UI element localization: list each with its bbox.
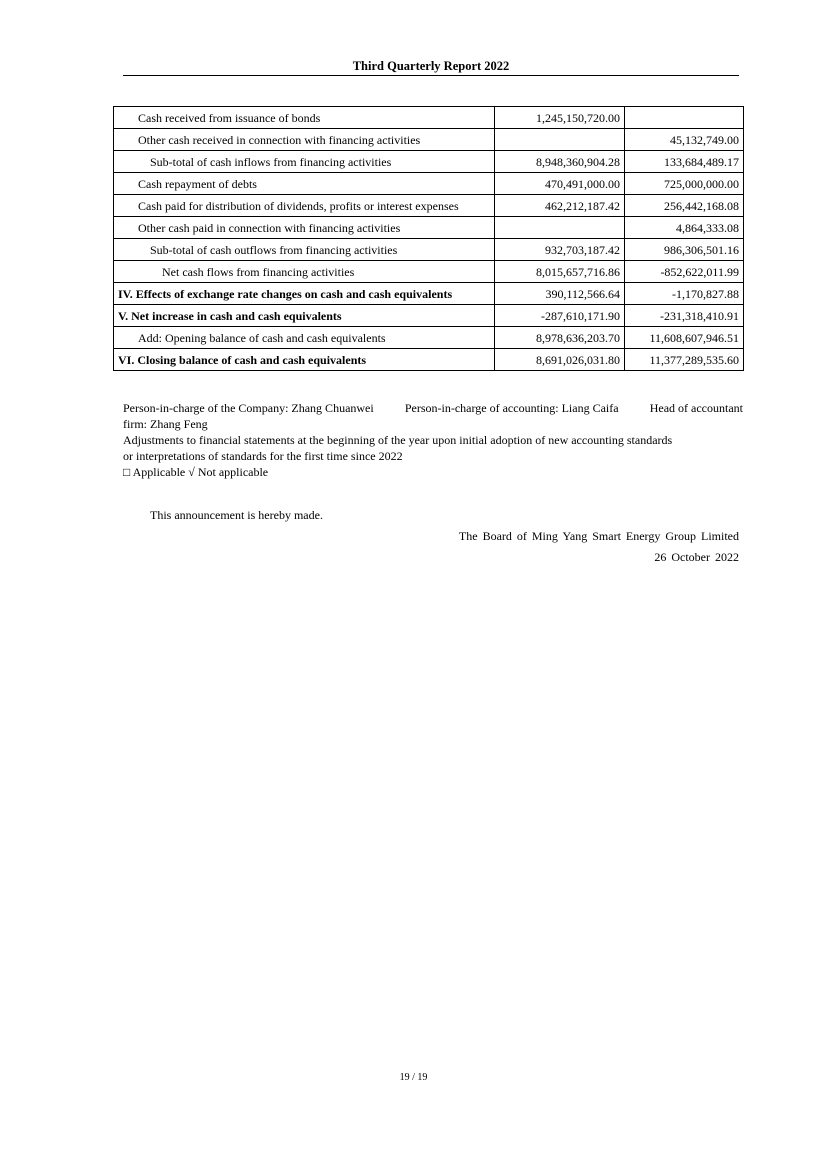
row-current-value [495, 217, 625, 239]
table-row [114, 327, 744, 349]
row-label: Net cash flows from financing activities [114, 261, 495, 283]
row-current-value: -287,610,171.90 [495, 305, 625, 327]
table-row [114, 349, 744, 371]
row-prior-value: 45,132,749.00 [625, 129, 744, 151]
row-prior-value: 725,000,000.00 [625, 173, 744, 195]
row-prior-value: -1,170,827.88 [625, 283, 744, 305]
page-number: 19 / 19 [399, 1072, 428, 1083]
header-divider [123, 75, 739, 76]
applicable-status: □ Applicable √ Not applicable [123, 465, 269, 479]
row-prior-value: 11,608,607,946.51 [625, 327, 744, 349]
row-label: VI. Closing balance of cash and cash equivalents [114, 349, 495, 371]
row-current-value: 390,112,566.64 [495, 283, 625, 305]
row-label: Cash received from issuance of bonds [114, 107, 495, 129]
announcement-statement: This announcement is hereby made. [150, 508, 323, 522]
announcement-date: 26 October 2022 [654, 550, 739, 564]
row-prior-value: 11,377,289,535.60 [625, 349, 744, 371]
table-row [114, 107, 744, 129]
row-current-value: 8,015,657,716.86 [495, 261, 625, 283]
table-row [114, 283, 744, 305]
table-row [114, 173, 744, 195]
cash-flow-table [113, 106, 744, 371]
row-prior-value: -231,318,410.91 [625, 305, 744, 327]
signatory-notes [123, 400, 743, 480]
row-current-value: 470,491,000.00 [495, 173, 625, 195]
board-signature: The Board of Ming Yang Smart Energy Group Limited [458, 529, 739, 543]
row-label: Cash repayment of debts [114, 173, 495, 195]
table-row [114, 129, 744, 151]
row-current-value: 8,978,636,203.70 [495, 327, 625, 349]
accountant-firm-line: firm: Zhang Feng [123, 417, 208, 431]
row-label: Other cash received in connection with financing activities [114, 129, 495, 151]
row-current-value: 8,691,026,031.80 [495, 349, 625, 371]
row-label: V. Net increase in cash and cash equivalents [114, 305, 495, 327]
row-label: IV. Effects of exchange rate changes on cash and cash equivalents [114, 283, 495, 305]
table-row [114, 151, 744, 173]
row-label: Cash paid for distribution of dividends, profits or interest expenses [114, 195, 495, 217]
row-prior-value: -852,622,011.99 [625, 261, 744, 283]
signatory-line [123, 400, 743, 416]
row-prior-value: 4,864,333.08 [625, 217, 744, 239]
head-of-accountant-label: Head of accountant [649, 401, 743, 415]
table-row [114, 195, 744, 217]
row-prior-value: 256,442,168.08 [625, 195, 744, 217]
row-current-value: 932,703,187.42 [495, 239, 625, 261]
table-row [114, 261, 744, 283]
table-row [114, 217, 744, 239]
row-prior-value: 133,684,489.17 [625, 151, 744, 173]
row-label: Sub-total of cash outflows from financing activities [114, 239, 495, 261]
row-label: Sub-total of cash inflows from financing activities [114, 151, 495, 173]
row-current-value: 8,948,360,904.28 [495, 151, 625, 173]
table-row [114, 239, 744, 261]
row-current-value: 462,212,187.42 [495, 195, 625, 217]
adjustment-note-line-1: Adjustments to financial statements at the beginning of the year upon initial adoption of new accounting standards [123, 433, 673, 447]
row-current-value [495, 129, 625, 151]
report-title: Third Quarterly Report 2022 [352, 59, 510, 73]
row-prior-value [625, 107, 744, 129]
table-row [114, 305, 744, 327]
accounting-person-in-charge: Person-in-charge of accounting: Liang Caifa [404, 401, 619, 415]
row-prior-value: 986,306,501.16 [625, 239, 744, 261]
row-label: Add: Opening balance of cash and cash equivalents [114, 327, 495, 349]
adjustment-note-line-2: or interpretations of standards for the first time since 2022 [123, 449, 403, 463]
row-current-value: 1,245,150,720.00 [495, 107, 625, 129]
company-person-in-charge: Person-in-charge of the Company: Zhang Chuanwei [123, 401, 374, 415]
row-label: Other cash paid in connection with financing activities [114, 217, 495, 239]
